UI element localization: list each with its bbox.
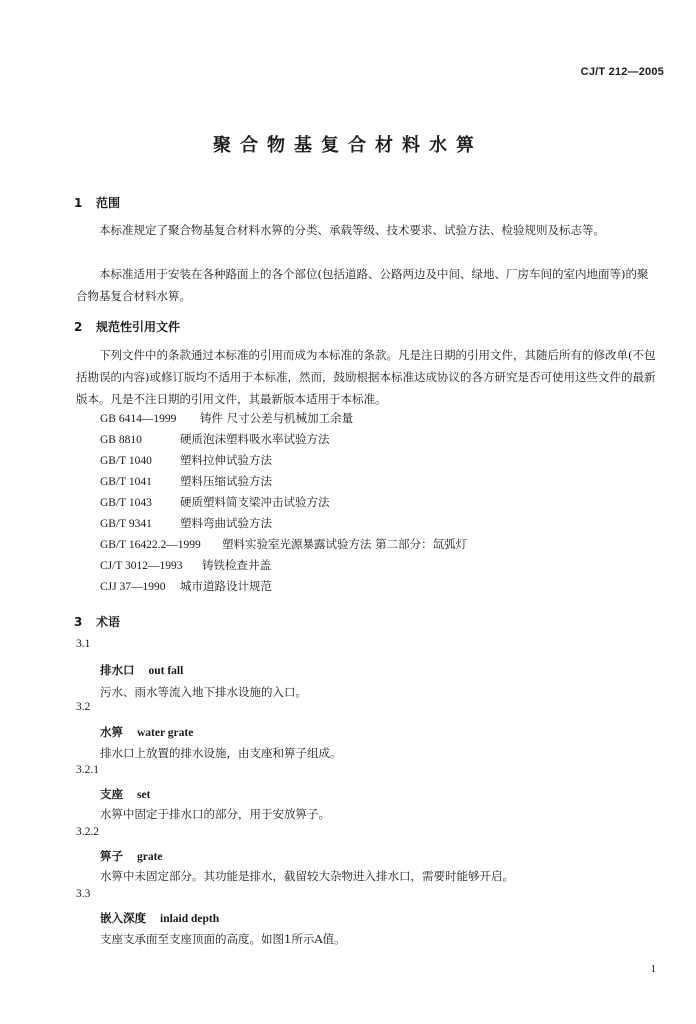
reference-title: 铸件 尺寸公差与机械加工余量 [200,411,354,425]
section-number: 2 [74,320,83,334]
clause-number: 3.2.1 [76,764,99,776]
document-title: 聚合物基复合材料水箅 [213,135,483,156]
reference-item [100,471,272,492]
reference-item [100,408,353,429]
term-definition: 排水口上放置的排水设施，由支座和箅子组成。 [100,746,342,760]
section-title: 术语 [96,615,121,629]
reference-item [100,450,272,471]
term-english: set [137,789,151,801]
term-chinese: 嵌入深度 [100,911,146,925]
term-english: water grate [137,727,194,739]
term-entry [100,786,150,802]
term-entry [100,662,183,678]
reference-title: 塑料实验室光源暴露试验方法 第二部分：氙弧灯 [222,537,468,551]
reference-code: CJJ 37—1990 [100,581,166,593]
reference-code: CJ/T 3012—1993 [100,560,183,572]
term-chinese: 箅子 [100,849,123,863]
reference-title: 硬质塑料简支梁冲击试验方法 [180,495,330,509]
section-3-heading [74,613,120,630]
reference-item [100,534,467,555]
term-definition: 污水、雨水等流入地下排水设施的入口。 [100,685,307,699]
term-english: grate [137,851,163,863]
section-number: 3 [74,615,83,629]
clause-number: 3.1 [76,638,91,650]
term-entry [100,724,193,740]
section-2-paragraph: 下列文件中的条款通过本标准的引用而成为本标准的条款。凡是注日期的引用文件，其随后所有的修改单(不包括勘误的内容)或修订版均不适用于本标准，然而，鼓励根据本标准达成协议的各方研究是否可使用这些文件的最新版本。凡是不注日期的引用文件，其最新版本适用于本标准。 [76,348,656,406]
section-title: 范围 [96,196,121,210]
reference-item [100,429,330,450]
term-chinese: 排水口 [100,663,135,677]
reference-code: GB/T 1041 [100,476,152,488]
reference-code: GB/T 9341 [100,518,152,530]
reference-title: 塑料弯曲试验方法 [180,516,272,530]
term-english: out fall [148,665,184,677]
section-title: 规范性引用文件 [96,320,181,334]
section-2-heading [74,318,180,335]
term-chinese: 支座 [100,787,123,801]
section-number: 1 [74,196,83,210]
reference-title: 城市道路设计规范 [180,579,272,593]
reference-code: GB/T 16422.2—1999 [100,539,201,551]
term-definition: 水箅中固定于排水口的部分，用于安放箅子。 [100,807,330,821]
term-english: inlaid depth [160,913,220,925]
reference-code: GB/T 1040 [100,455,152,467]
reference-item [100,513,272,534]
clause-number: 3.2 [76,701,91,713]
reference-item [100,555,271,576]
term-entry [100,910,219,926]
reference-code: GB 8810 [100,434,142,446]
term-definition: 支座支承面至支座顶面的高度。如图1所示A值。 [100,932,346,946]
reference-code: GB/T 1043 [100,497,152,509]
clause-number: 3.2.2 [76,826,99,838]
page-number: 1 [650,963,656,975]
standard-code: CJ/T 212—2005 [580,66,664,78]
term-chinese: 水箅 [100,725,123,739]
term-entry [100,848,163,864]
section-1-paragraph-1: 本标准规定了聚合物基复合材料水箅的分类、承载等级、技术要求、试验方法、检验规则及标志等。 [99,223,605,237]
clause-number: 3.3 [76,888,91,900]
term-definition: 水箅中未固定部分。其功能是排水，截留较大杂物进入排水口，需要时能够开启。 [100,869,514,883]
reference-item [100,492,330,513]
section-1-heading [74,194,120,211]
reference-title: 铸铁检查井盖 [202,558,271,572]
section-1-paragraph-2: 本标准适用于安装在各种路面上的各个部位(包括道路、公路两边及中间、绿地、厂房车间的室内地面等)的聚合物基复合材料水箅。 [76,267,649,303]
reference-title: 硬质泡沫塑料吸水率试验方法 [180,432,330,446]
reference-code: GB 6414—1999 [100,413,177,425]
reference-title: 塑料拉伸试验方法 [180,453,272,467]
reference-item [100,576,272,597]
reference-title: 塑料压缩试验方法 [180,474,272,488]
